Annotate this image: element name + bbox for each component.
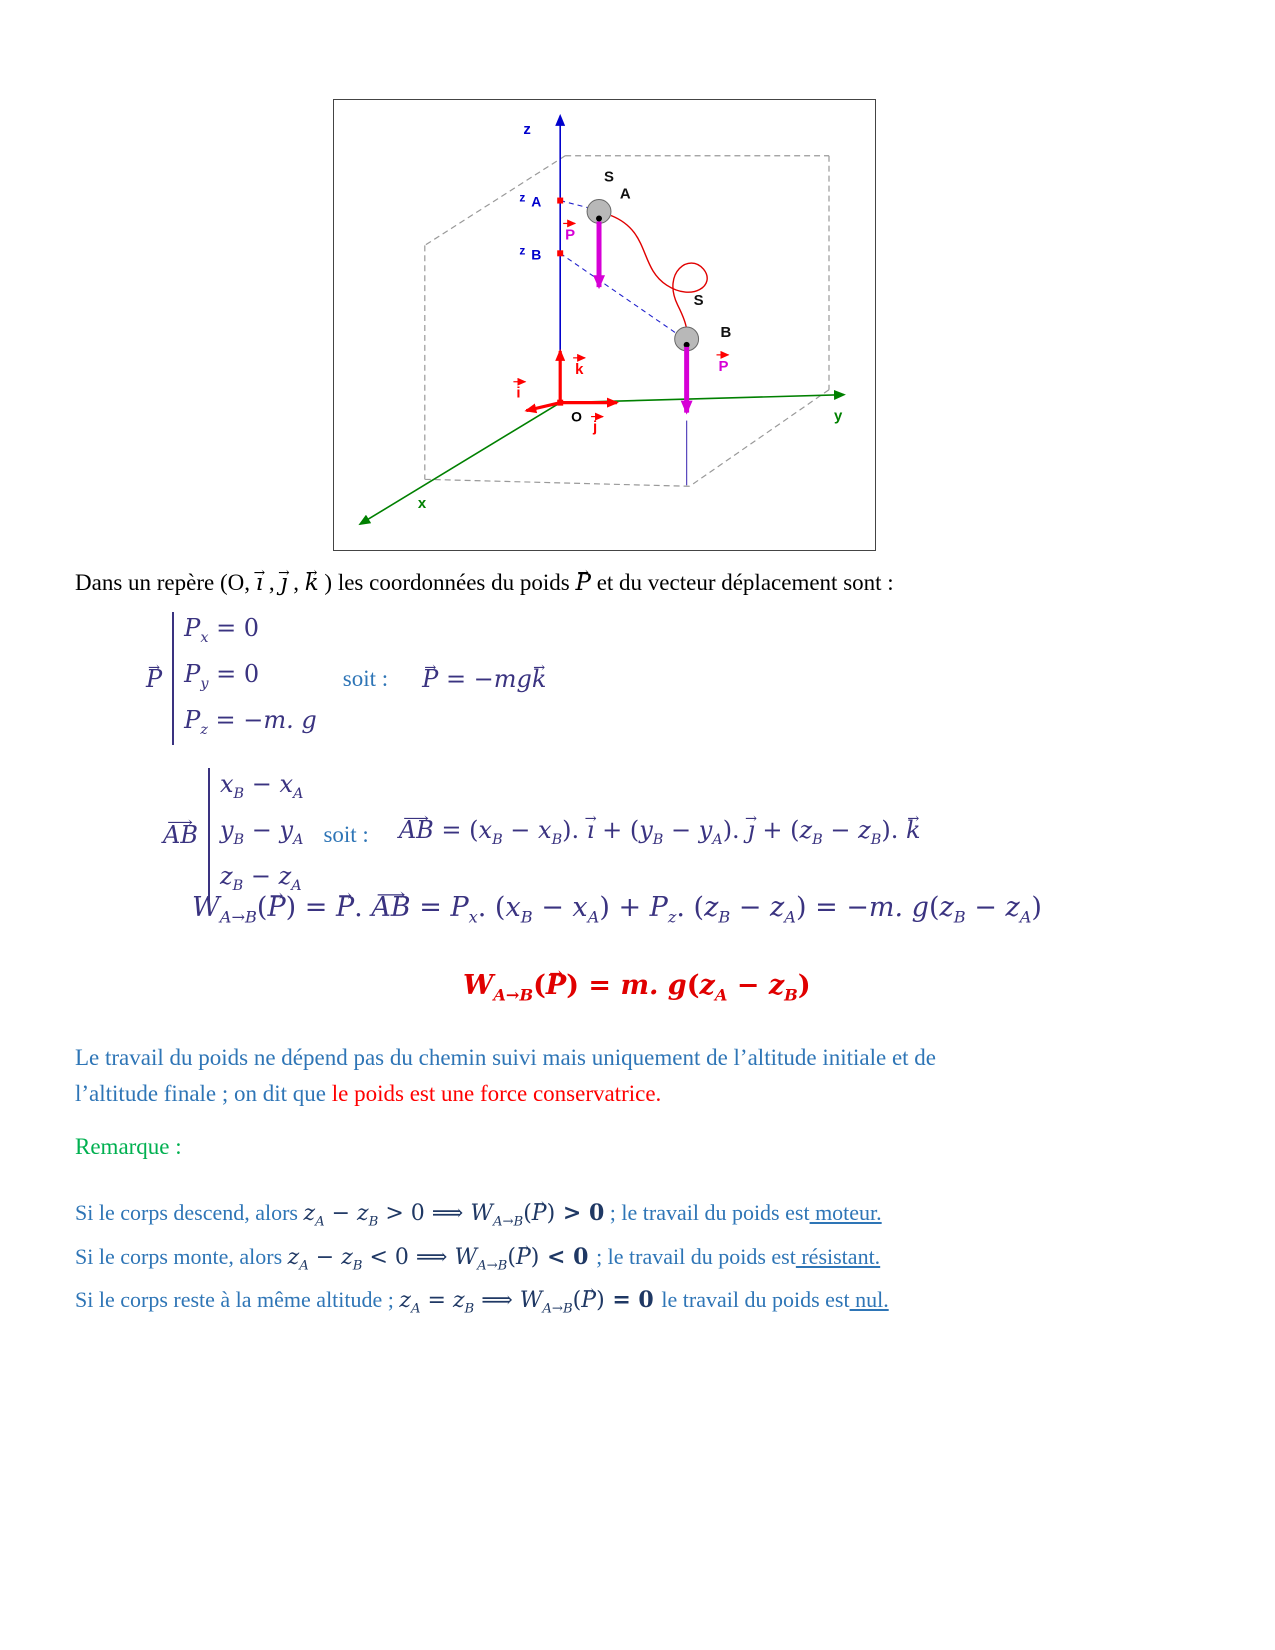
case-constant-altitude-line: Si le corps reste à la même altitude ; $z_A = z_B$ ⟹ $W_{A\to B}(\to P) = 0$ le travail du poids est nul. (75, 1283, 1225, 1326)
dashed-parallelepiped (425, 156, 829, 487)
ab-x-component: $x_B - x_A$ (219, 770, 304, 802)
weight-components-block (146, 612, 546, 745)
point-B-label: B (720, 323, 732, 341)
solid-label-A: S (604, 168, 614, 186)
work-expansion-equation: $W_{A\to B}(\to P)$ = → P. ⟶ AB = $P_x$. $(x_B - x_A) + P_z$. $(z_B - z_A) = -m$. $g(z_B - z_A)$ (192, 892, 1042, 933)
conservative-line-2: l’altitude finale ; on dit que le poids est une force conservatrice. (75, 1081, 662, 1106)
altitude-projection-lines (560, 201, 678, 335)
x-axis (360, 403, 560, 524)
intro-paragraph: Dans un repère (O, → ı , → ȷ , → k ) les coordonnées du poids → P et du vecteur déplacement sont : (75, 565, 1235, 601)
p-components (172, 612, 317, 745)
origin-label: O (571, 408, 582, 425)
p-y-component: $P_y = 0$ (184, 659, 260, 692)
diagram-svg (334, 100, 875, 550)
zB-label: z (519, 243, 526, 258)
zB-sub-label: B (531, 246, 542, 263)
unit-j-label: j (593, 418, 598, 436)
p-vector-symbol: → P (146, 663, 162, 695)
weight-label-B: P (718, 357, 729, 375)
soit-label-weight: soit : (342, 665, 389, 691)
unit-i-label: i (516, 384, 521, 402)
x-axis-label: x (417, 495, 427, 513)
zA-label: z (519, 190, 526, 205)
label-vector-arrows (513, 223, 728, 416)
figure-weight-displacement-diagram (333, 99, 876, 551)
unit-vectors (526, 351, 617, 411)
ab-vector-symbol: ⟶ AB (163, 819, 198, 851)
weight-label-A: P (565, 226, 576, 244)
conservative-line-1: Le travail du poids ne dépend pas du chemin suivi mais uniquement de l’altitude initiale et de (75, 1045, 936, 1070)
z-axis-label: z (523, 120, 531, 138)
point-A-label: A (619, 185, 631, 203)
remark-heading: Remarque : (75, 1134, 182, 1159)
p-x-component: $P_x = 0$ (184, 614, 260, 646)
ab-components (208, 768, 303, 901)
trajectory-path (611, 215, 707, 330)
work-result-equation: $W_{A\to B}(\to P) = m$. $g(z_A - z_B)$ (463, 968, 811, 1013)
zA-sub-label: A (531, 193, 542, 210)
ab-z-component: $z_B - z_A$ (219, 861, 302, 894)
unit-k-label: k (575, 360, 584, 378)
conservative-paragraph (75, 1040, 1215, 1112)
ab-y-component: $y_B - y_A$ (219, 815, 304, 848)
y-axis-label: y (833, 407, 843, 425)
soit-label-ab: soit : (323, 821, 369, 847)
solid-label-B: S (693, 292, 704, 310)
solid-at-A (587, 200, 611, 224)
p-z-component: $P_z = -m$. g (184, 705, 317, 738)
ab-vector-equation: ⟶ AB = $(x_B - x_B)$. → ı + $(y_B - y_A)$. → ȷ + $(z_B - z_B)$. → k (399, 814, 921, 856)
weight-vector-equation: → P = −mg→ k (422, 663, 546, 695)
case-monte-line: Si le corps monte, alors $z_A - z_B < 0$ ⟹ $W_{A\to B}(\to P) < 0$ ; le travail du poids est résistant. (75, 1240, 1225, 1283)
case-descend-line: Si le corps descend, alors $z_A - z_B > 0$ ⟹ $W_{A\to B}(\to P) > 0$ ; le travail du poids est moteur. (75, 1196, 1225, 1239)
zA-tick (557, 198, 563, 204)
zB-tick (557, 250, 563, 256)
